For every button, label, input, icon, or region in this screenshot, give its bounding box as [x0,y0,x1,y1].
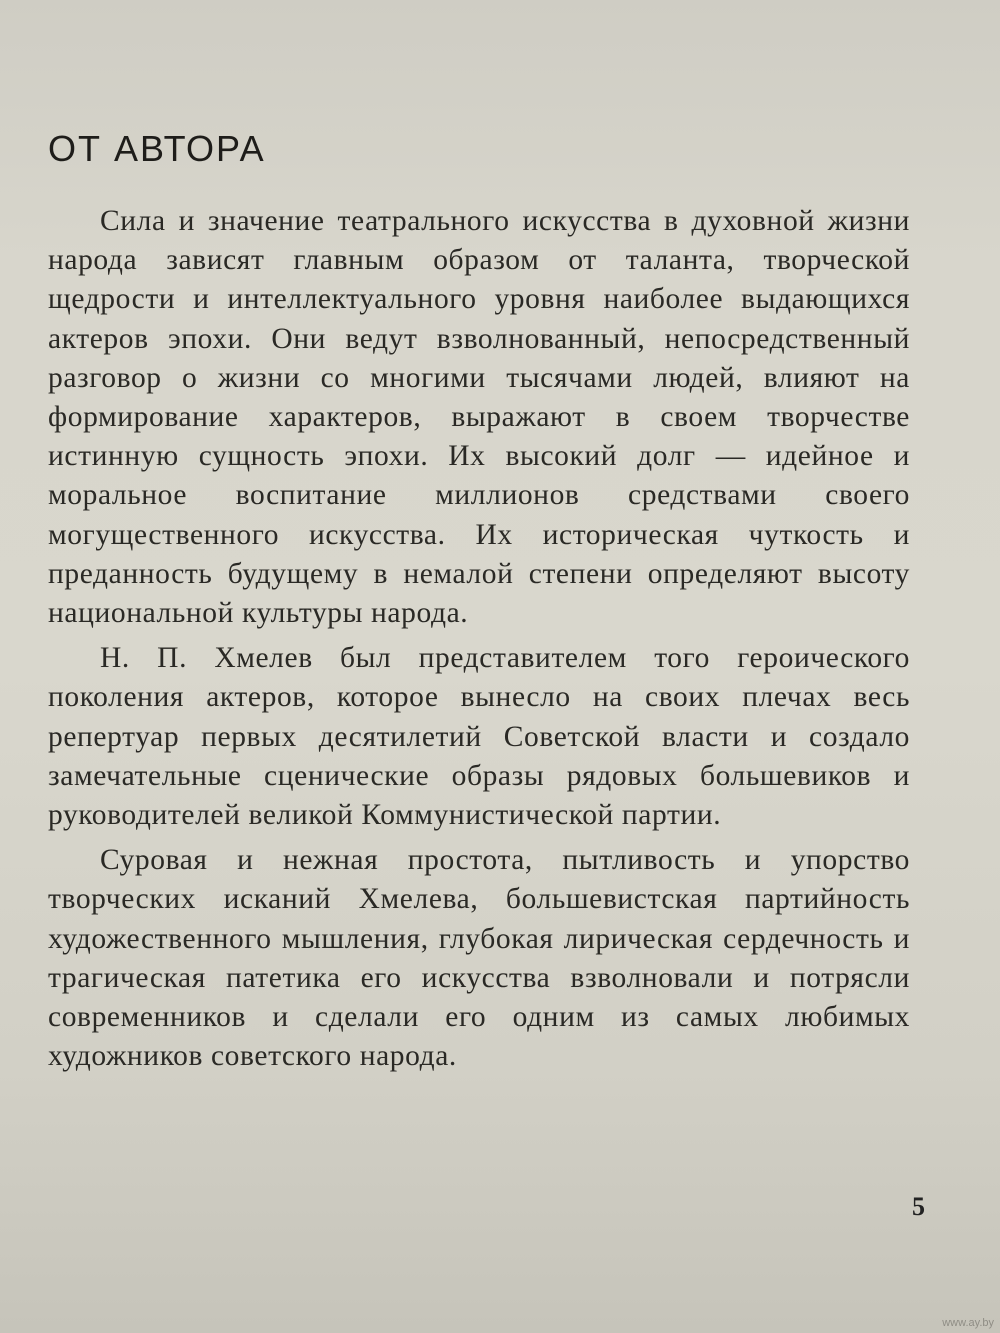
body-text [48,202,910,1076]
page-number: 5 [912,1192,925,1221]
watermark: www.ay.by [942,1317,994,1329]
paragraph-1: Сила и значение театрального искусства в духовной жизни народа зависят главным образом от таланта, творческой щедрости и интеллектуального уровня наиболее выдающихся актеров эпохи. Они ведут взволнованный, непосредственный разговор о жизни со многими тысячами людей, влияют на формирование характеров, выражают в своем творчестве истинную сущность эпохи. Их высокий долг — идейное и моральное воспитание миллионов средствами своего могущественного искусства. Их историческая чуткость и преданность будущему в немалой степени определяют высоту национальной культуры народа. [48,205,910,630]
paragraph-2: Н. П. Хмелев был представителем того героического поколения актеров, которое вынесло на своих плечах весь репертуар первых десятилетий Советской власти и создало замечательные сценические образы рядовых большевиков и руководителей великой Коммунистической партии. [48,642,910,832]
chapter-heading: ОТ АВТОРА [48,128,266,169]
paragraph-3: Суровая и нежная простота, пытливость и упорство творческих исканий Хмелева, большевистская партийность художественного мышления, глубокая лирическая сердечность и трагическая патетика его искусства взволновали и потрясли современников и сделали его одним из самых любимых художников советского народа. [48,844,910,1073]
